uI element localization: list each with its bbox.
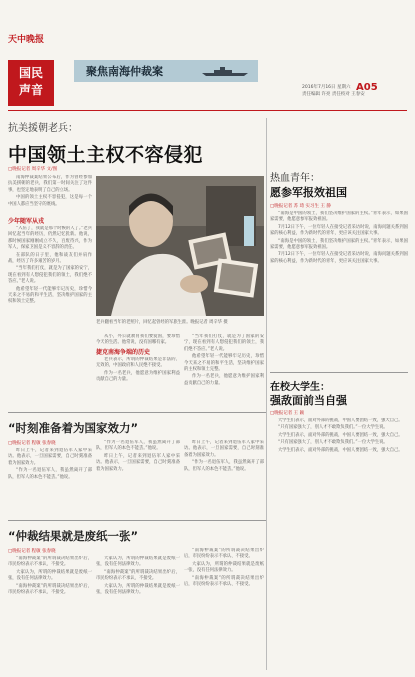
editor-credits: 责任编辑 许亮 责任校对 王春安 [302, 92, 365, 97]
banner-title: 聚焦南海仲裁案 [86, 65, 163, 78]
paragraph: 中国的领土主权不容侵犯，这是每一个中国人都应当坚守的底线。 [8, 195, 92, 207]
quote1-column-2 [96, 440, 180, 516]
section-divider [8, 520, 266, 521]
paragraph: “南海是中国的领土，我们坚决维护国家的主权。”青年表示，如果国家需要，他愿意参军报效祖国。 [270, 211, 408, 223]
quote2-column-3 [184, 548, 264, 670]
issue-date: 2016年7月16日 星期六 [302, 85, 351, 90]
right-title-2: 在校大学生： [270, 382, 330, 393]
section-label-line2: 声音 [18, 83, 43, 97]
quote2-column-1 [8, 556, 92, 670]
main-kicker: 抗美援朝老兵： [8, 123, 78, 134]
right-byline-2: □晚报记者 王 颖 [270, 411, 305, 416]
right-article-text [270, 211, 408, 369]
quote1-headline: “时刻准备着为国家效力” [8, 421, 139, 435]
subhead-1: 少年随军从戎 [8, 218, 45, 225]
paragraph: “南海仲裁案”的所谓裁决结果出炉后，市民纷纷表示不承认、不接受。 [96, 569, 180, 582]
paragraph: “当年我们打仗，就是为了国家的安宁，现在看到有人想侵犯我们的领土，我们绝不答应。”老人说。 [8, 266, 92, 285]
right-title: 愿参军报效祖国 [270, 186, 347, 199]
column-2-text [96, 334, 180, 346]
newspaper-logo: 天中晚报 [8, 34, 45, 44]
paragraph: 在部队的日子里，他和战友们并肩作战，经历了许多艰苦的岁月。 [8, 252, 92, 265]
quote2-headline: “仲裁结果就是废纸一张” [8, 529, 139, 543]
column-divider [266, 118, 267, 670]
quote1-column-1 [8, 448, 92, 516]
main-headline: 中国领土主权不容侵犯 [8, 144, 204, 166]
paragraph: 大家认为，所谓的仲裁结果就是废纸一张，没有任何法律效力。 [96, 583, 180, 596]
paragraph: 7月12日下午，一位年轻人在接受记者采访时说，南海问题关系到国家的核心利益，作为新时代的青年，更应该关注国家大事。 [270, 224, 408, 237]
paragraph: “入伍了，我就是那个时候的人了。”老兵回忆起当年的经历，仍然记忆犹新。他说，那时候国家刚刚成立不久，百废待兴，作为军人，保家卫国是义不容辞的责任。 [8, 226, 92, 251]
paragraph: 7月12日下午，一位年轻人在接受记者采访时说，南海问题关系到国家的核心利益，作为新时代的青年，更应该关注国家大事。 [270, 252, 408, 264]
paragraph: 老兵表示，所谓的仲裁结果是非法的、无效的，中国政府和人民绝不接受。 [96, 357, 180, 369]
paragraph: 大家认为，所谓的仲裁结果就是废纸一张，没有任何法律效力。 [184, 561, 264, 574]
veteran-photo [96, 176, 264, 316]
page-number: A05 [356, 82, 378, 93]
photo-caption: 老兵翻看当年的老照片，回忆起曾经的军旅生涯。晚报记者 周辛华 摄 [96, 320, 228, 325]
paragraph: “南海仲裁案”的所谓裁决结果出炉后，市民纷纷表示不承认、不接受。 [8, 556, 92, 568]
paragraph: “作为一名退伍军人，我虽然离开了部队，但军人的本色不能丢。”他说。 [184, 460, 264, 472]
quote2-column-2 [96, 556, 180, 670]
paragraph: 作为一名老兵，他愿意为维护国家利益贡献自己的力量。 [184, 374, 264, 386]
paragraph: 昨日上午，记者来到退伍军人家中采访。他表示，一旦国家需要，自己时刻准备着为国家效力。 [96, 453, 180, 472]
paragraph: “南海仲裁案”的所谓裁决结果出炉后，市民纷纷表示不承认、不接受。 [184, 548, 264, 560]
quote2-byline: □晚报记者 程敏 张春晓 [8, 549, 56, 554]
main-byline: □晚报记者 周辛华 文/图 [8, 167, 58, 172]
paragraph: “南海是中国的领土，我们坚决维护国家的主权。”青年表示，如果国家需要，他愿意参军报效祖国。 [270, 238, 408, 251]
section-divider [8, 412, 266, 413]
paragraph: “当年我们打仗，就是为了国家的安宁，现在看到有人想侵犯我们的领土，我们绝不答应。”老人说。 [184, 334, 264, 352]
section-divider [270, 372, 408, 373]
veteran-photo-image [96, 176, 264, 316]
section-badge [8, 60, 54, 106]
subhead-2: 捷克南海争端的历史 [96, 349, 151, 356]
paragraph: 大家认为，所谓的仲裁结果就是废纸一张，没有任何法律效力。 [96, 556, 180, 568]
paragraph: “只有国家强大了，别人才不敢欺负我们。”一位大学生说。 [278, 425, 388, 431]
quote1-column-3 [184, 440, 264, 516]
section-label-line1: 国民 [18, 66, 43, 80]
warship-icon [202, 67, 248, 76]
paragraph: 大学生们表示，面对外部的挑战，中国人要团结一致，强大自己。 [278, 432, 403, 438]
paragraph: “作为一名退伍军人，我虽然离开了部队，但军人的本色不能丢。”他说。 [8, 468, 92, 480]
paragraph: 他希望年轻一代能够牢记历史，珍惜今天来之不易的和平生活，坚决维护国家的主权和领土完整。 [8, 286, 92, 305]
right-article-2-text [270, 418, 408, 670]
paragraph: 大家认为，所谓的仲裁结果就是废纸一张，没有任何法律效力。 [8, 569, 92, 582]
quote1-byline: □晚报记者 程敏 张春晓 [8, 441, 56, 446]
paragraph: 他希望年轻一代能够牢记历史，珍惜今天来之不易的和平生活，坚决维护国家的主权和领土完整。 [184, 354, 264, 373]
column-2b-text [96, 357, 180, 407]
lead-text [8, 175, 92, 211]
paragraph: “南海仲裁案”的所谓裁决结果出炉后，市民纷纷表示不承认、不接受。 [184, 575, 264, 588]
masthead-rule [8, 110, 407, 111]
paragraph: 大学生们表示，面对外部的挑战，中国人要团结一致，强大自己。 [278, 447, 403, 453]
paragraph: 昨日上午，记者来到退伍军人家中采访。他表示，一旦国家需要，自己时刻准备着为国家效力。 [8, 448, 92, 466]
paragraph: 从小，外公就教育我们要爱国，要珍惜今天的生活。他常说，没有国哪有家。 [96, 334, 180, 346]
paragraph: 南海仲裁案结果公布后，作为曾经参加抗美援朝的老兵，我们第一时间关注了这件事，也坚定地表明了自己的立场。 [8, 175, 92, 193]
right-byline: □晚报记者 苏 琦 实习生 王 静 [270, 204, 331, 209]
right-kicker: 热血青年： [270, 173, 320, 184]
paragraph: “作为一名退伍军人，我虽然离开了部队，但军人的本色不能丢。”他说。 [96, 440, 180, 452]
right-title-3: 强敌面前当自强 [270, 394, 347, 407]
column-1-text [8, 226, 92, 406]
paragraph: “南海仲裁案”的所谓裁决结果出炉后，市民纷纷表示不承认、不接受。 [8, 583, 92, 596]
column-3-text [184, 334, 264, 407]
paragraph: “只有国家强大了，别人才不敢欺负我们。”一位大学生说。 [278, 440, 388, 446]
paragraph: 大学生们表示，面对外部的挑战，中国人要团结一致，强大自己。 [278, 418, 403, 423]
paragraph: 作为一名老兵，他愿意为维护国家利益贡献自己的力量。 [96, 370, 180, 383]
paragraph: 昨日上午，记者来到退伍军人家中采访。他表示，一旦国家需要，自己时刻准备着为国家效力。 [184, 440, 264, 458]
topic-banner [74, 60, 258, 82]
